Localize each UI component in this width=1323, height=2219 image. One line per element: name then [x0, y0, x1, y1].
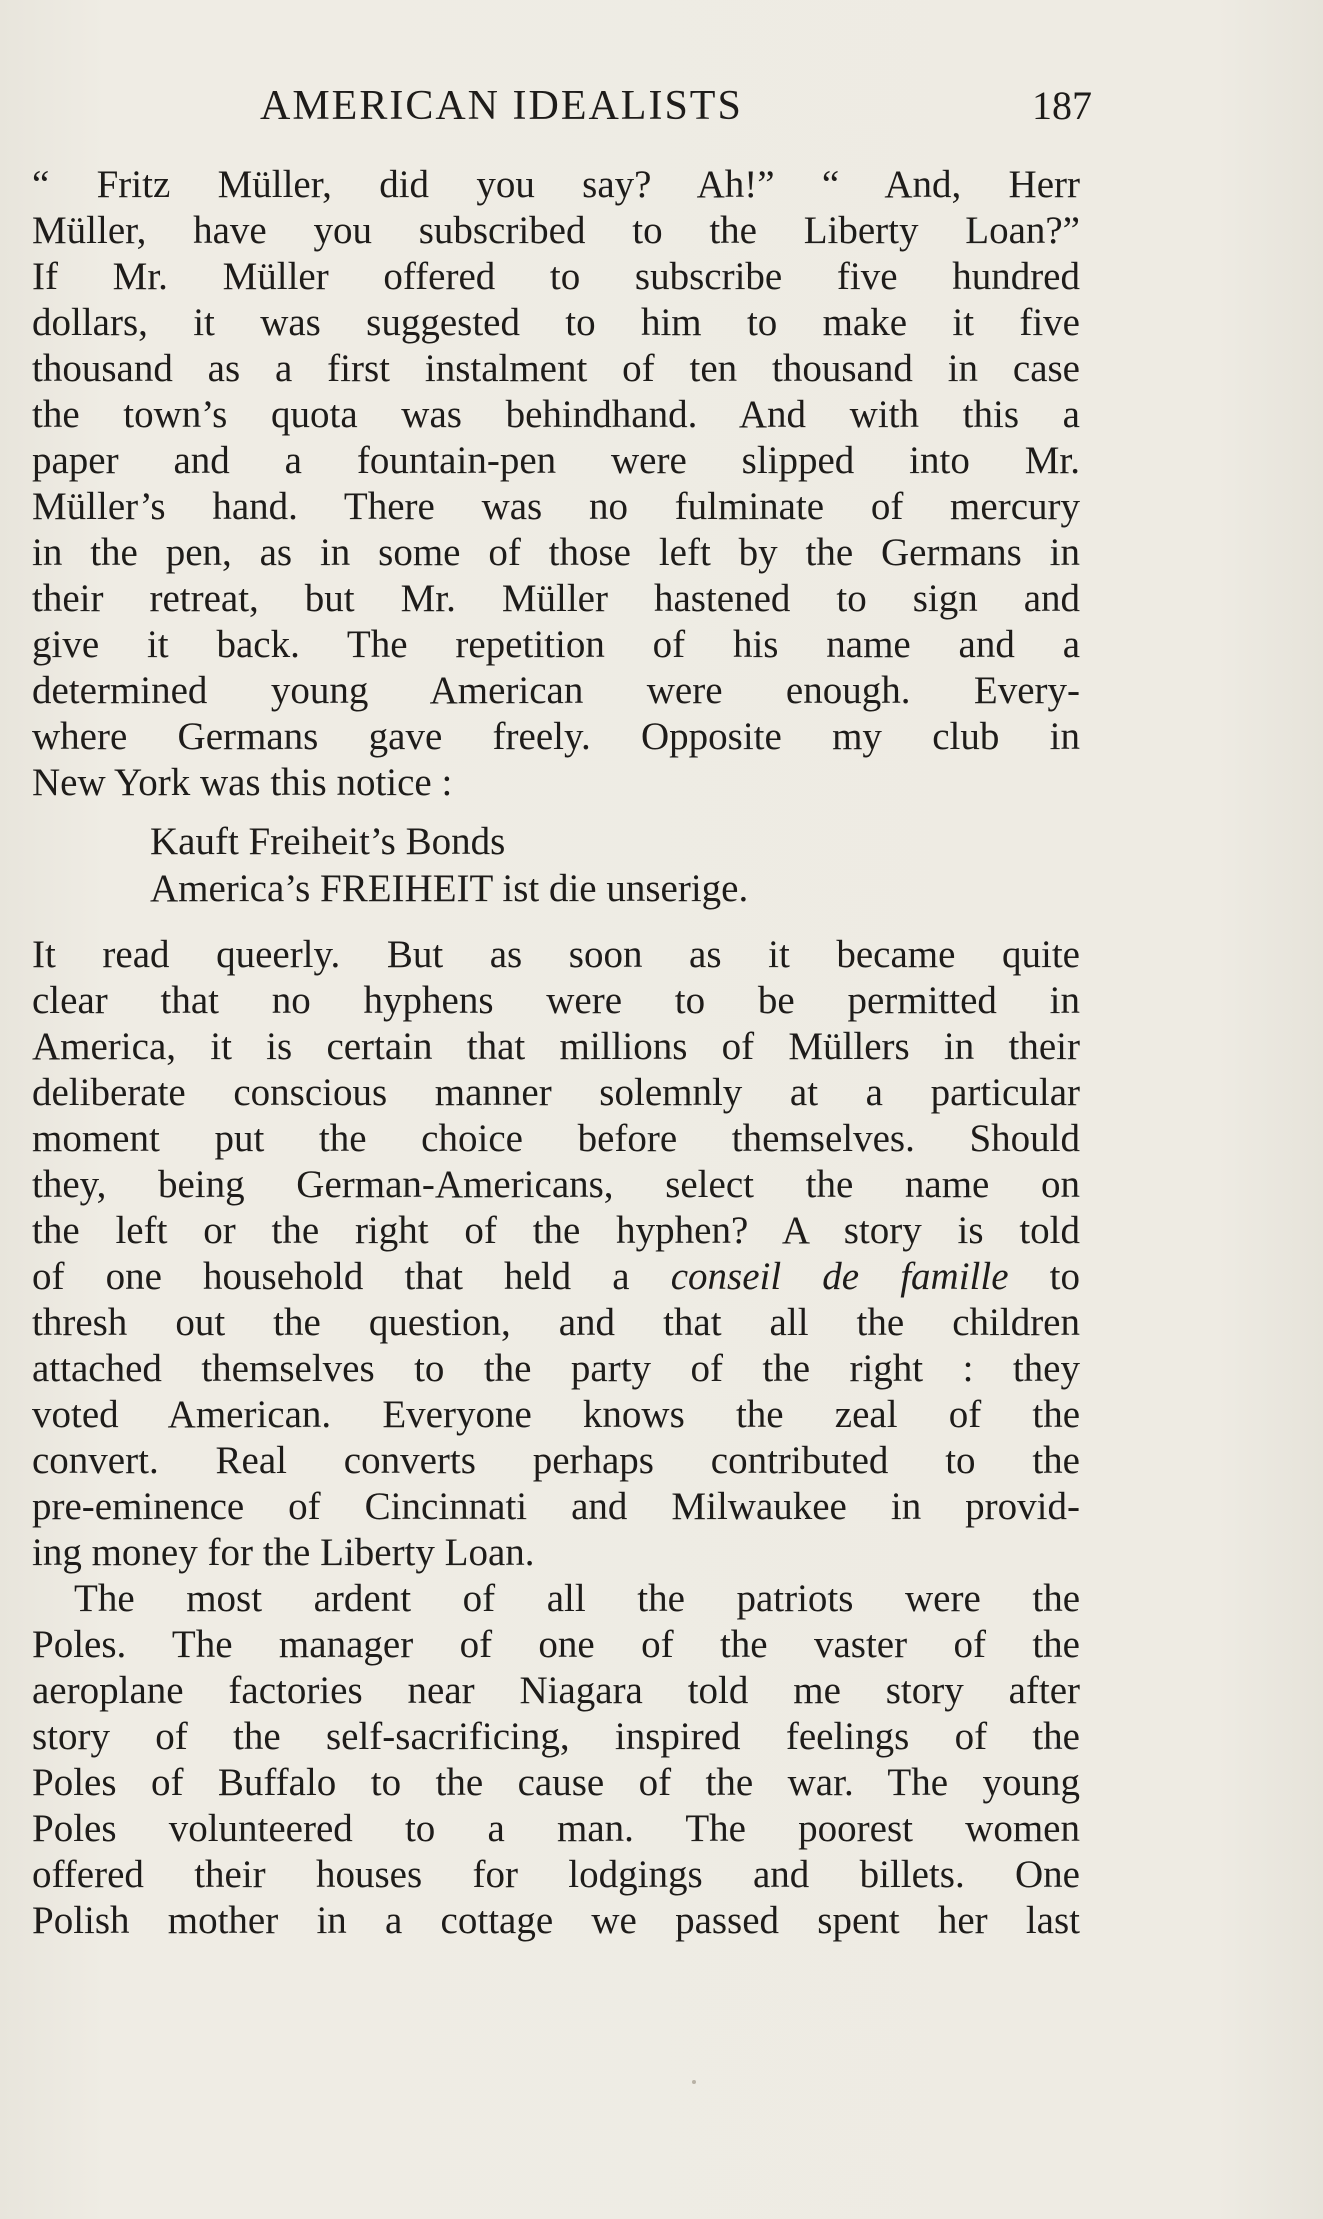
paragraph-2: [32, 932, 1080, 1576]
text-line: America, it is certain that millions of Müllers in their: [32, 1025, 1080, 1068]
text-line: Polish mother in a cottage we passed spent her last: [32, 1899, 1080, 1942]
text-line: moment put the choice before themselves. Should: [32, 1117, 1080, 1160]
page-number: 187: [1032, 83, 1092, 128]
quote-line-2: [150, 865, 1080, 912]
page-header: [260, 78, 1092, 134]
text-line: “ Fritz Müller, did you say? Ah!” “ And, Herr: [32, 163, 1080, 206]
text-line: thousand as a first instalment of ten thousand in case: [32, 347, 1080, 390]
quote-line-1: Kauft Freiheit’s Bonds: [150, 820, 506, 863]
text-line: give it back. The repetition of his name and a: [32, 623, 1080, 666]
text-line: Müller’s hand. There was no fulminate of mercury: [32, 485, 1080, 528]
text-line: It read queerly. But as soon as it became quite: [32, 933, 1080, 976]
italic-line-suffix: to: [1008, 1255, 1080, 1298]
text-line: determined young American were enough. Every-: [32, 669, 1080, 712]
quote-line-2-caps: FREIHEIT: [320, 867, 493, 910]
text-line: ing money for the Liberty Loan.: [32, 1531, 535, 1574]
text-line: they, being German-Americans, select the name on: [32, 1163, 1080, 1206]
text-line: the town’s quota was behindhand. And with this a: [32, 393, 1080, 436]
text-line: in the pen, as in some of those left by the Germans in: [32, 531, 1080, 574]
text-line: their retreat, but Mr. Müller hastened to sign and: [32, 577, 1080, 620]
text-line: voted American. Everyone knows the zeal of the: [32, 1393, 1080, 1436]
paper-speck: [692, 2080, 696, 2084]
paragraph-1: [32, 162, 1080, 806]
text-line: paper and a fountain-pen were slipped into Mr.: [32, 439, 1080, 482]
text-line: aeroplane factories near Niagara told me story after: [32, 1669, 1080, 1712]
running-title: AMERICAN IDEALISTS: [260, 83, 743, 129]
text-line: the left or the right of the hyphen? A story is told: [32, 1209, 1080, 1252]
text-line: New York was this notice :: [32, 761, 453, 804]
text-line: offered their houses for lodgings and billets. One: [32, 1853, 1080, 1896]
text-line: thresh out the question, and that all the children: [32, 1301, 1080, 1344]
text-line: where Germans gave freely. Opposite my club in: [32, 715, 1080, 758]
text-line-with-italic: [32, 1254, 1080, 1300]
text-line: pre-eminence of Cincinnati and Milwaukee in provid-: [32, 1485, 1080, 1528]
body-text: [32, 162, 1080, 1944]
quote-line-2-prefix: America’s: [150, 867, 321, 910]
text-line: Poles volunteered to a man. The poorest women: [32, 1807, 1080, 1850]
text-line: If Mr. Müller offered to subscribe five hundred: [32, 255, 1080, 298]
italic-phrase: conseil de famille: [670, 1255, 1009, 1298]
italic-line-prefix: of one household that held a: [32, 1255, 671, 1298]
quote-line-2-suffix: ist die unserige.: [492, 867, 749, 910]
text-line: deliberate conscious manner solemnly at a particular: [32, 1071, 1080, 1114]
block-quote: [32, 818, 1080, 912]
text-line: story of the self-sacrificing, inspired feelings of the: [32, 1715, 1080, 1758]
text-line: The most ardent of all the patriots were the: [74, 1577, 1080, 1620]
text-line: clear that no hyphens were to be permitted in: [32, 979, 1080, 1022]
text-line: dollars, it was suggested to him to make it five: [32, 301, 1080, 344]
text-line: Müller, have you subscribed to the Liberty Loan?”: [32, 209, 1080, 252]
paragraph-3: [32, 1576, 1080, 1944]
text-line: Poles. The manager of one of the vaster of the: [32, 1623, 1080, 1666]
text-line: Poles of Buffalo to the cause of the war. The young: [32, 1761, 1080, 1804]
text-line: convert. Real converts perhaps contributed to the: [32, 1439, 1080, 1482]
text-line: attached themselves to the party of the right : they: [32, 1347, 1080, 1390]
